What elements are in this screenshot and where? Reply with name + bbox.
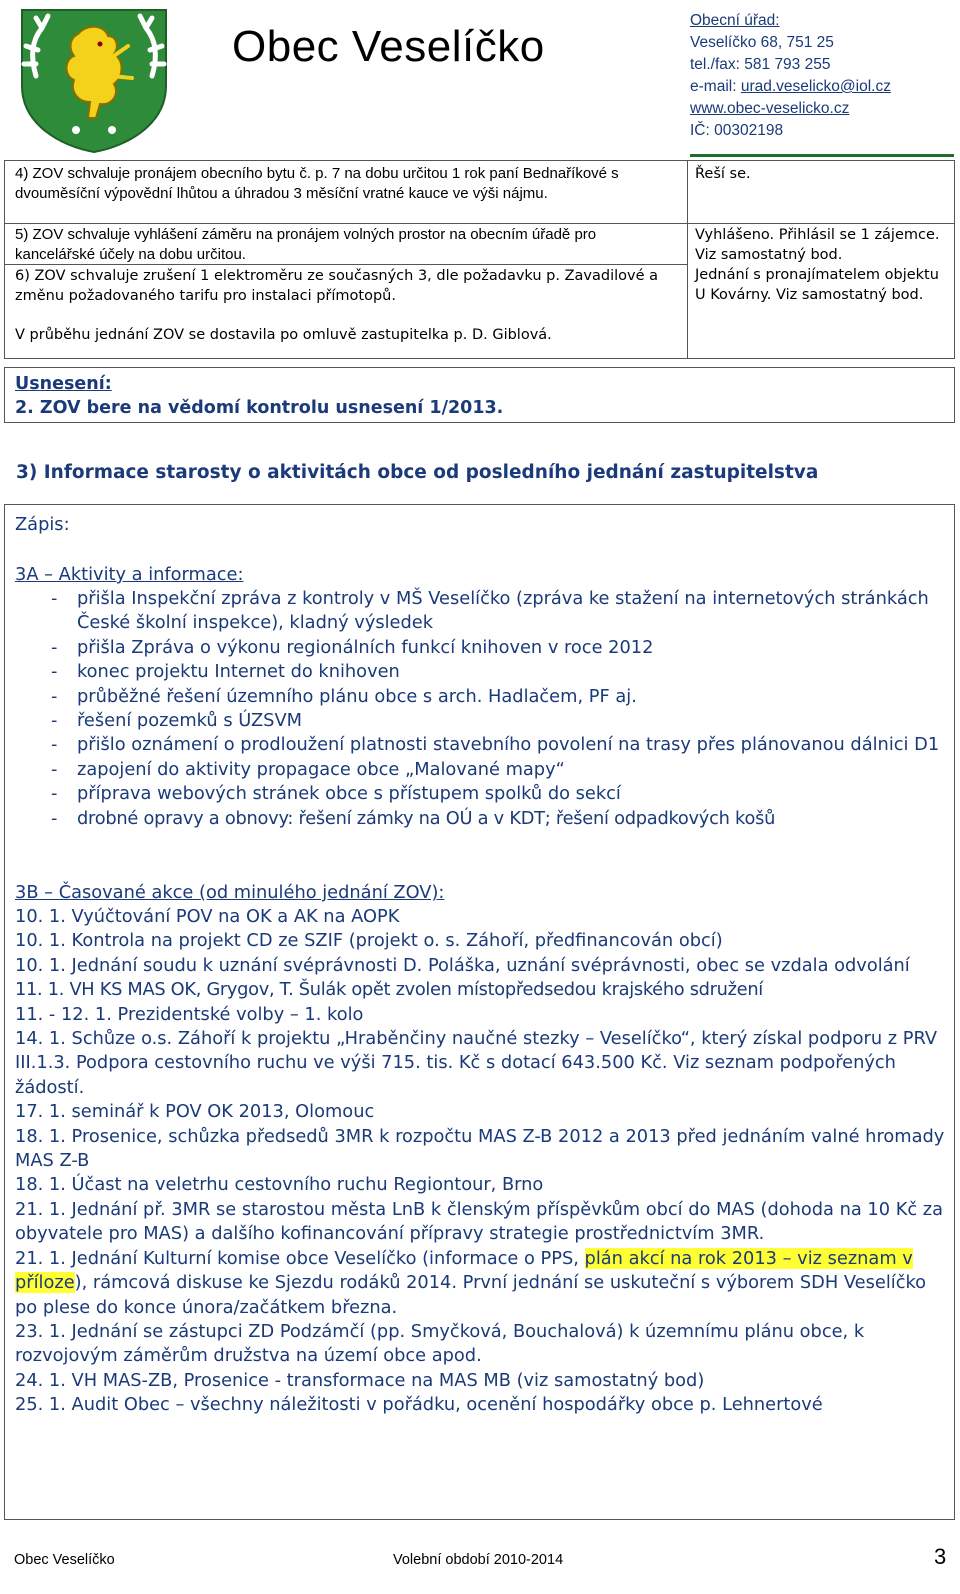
subsection-3a-heading: 3A – Aktivity a informace: bbox=[15, 564, 244, 585]
table-row-4-text: 4) ZOV schvaluje pronájem obecního bytu č. p. 7 na dobu určitou 1 rok paní Bednaříkové s dvouměsíční výpovědní lhůtou a úhradou 3 měsíční vratné kauce ve výši nájmu. bbox=[15, 165, 619, 202]
subsection-3b-heading: 3B – Časované akce (od minulého jednání ZOV): bbox=[15, 882, 445, 903]
minutes-label: Zápis: bbox=[15, 514, 70, 535]
page-number: 3 bbox=[934, 1544, 947, 1569]
office-contact bbox=[690, 10, 952, 146]
event-item: 14. 1. Schůze o.s. Záhoří k projektu „Hraběnčiny naučné stezky – Veselíčko“, který získal podporu z PRV III.1.3. Podpora cestovního ruchu ve výši 715. tis. Kč s dotací 643.500 Kč. Viz seznam podpořených žádostí. bbox=[15, 1028, 938, 1098]
footer-village: Obec Veselíčko bbox=[14, 1552, 115, 1568]
event-item: 21. 1. Jednání př. 3MR se starostou města LnB k členským příspěvkům obcí do MAS (dohoda na 10 Kč za obyvatele pro MAS) a dalšího kofinancování přípravy strategie prostřednictvím 3MR. bbox=[15, 1198, 944, 1245]
minutes-box bbox=[4, 504, 955, 1520]
office-web-link[interactable]: www.obec-veselicko.cz bbox=[690, 100, 850, 117]
event-item: 24. 1. VH MAS-ZB, Prosenice - transformace na MAS MB (viz samostatný bod) bbox=[15, 1369, 705, 1391]
row-divider bbox=[5, 223, 954, 224]
event-item: 10. 1. Jednání soudu k uznání svéprávnosti D. Poláška, uznání svéprávnosti, obec se vzdala odvolání bbox=[15, 954, 910, 976]
list-item: - příprava webových stránek obce s přístupem spolků do sekcí bbox=[15, 782, 945, 806]
event-item: 10. 1. Vyúčtování POV na OK a AK na AOPK bbox=[15, 906, 400, 927]
list-item: - přišla Zpráva o výkonu regionálních funkcí knihoven v roce 2012 bbox=[15, 636, 945, 660]
office-email-link[interactable]: urad.veselicko@iol.cz bbox=[740, 78, 891, 95]
table-row-6-text: 6) ZOV schvaluje zrušení 1 elektroměru ze současných 3, dle požadavku p. Zavadilové a změnu požadovaného tarifu pro instalaci přímotopů. bbox=[15, 268, 658, 304]
office-ico: IČ: 00302198 bbox=[690, 122, 784, 139]
event-item-culture-committee bbox=[15, 1247, 950, 1320]
village-crest-logo bbox=[16, 6, 172, 154]
office-phone: tel./fax: 581 793 255 bbox=[690, 56, 831, 73]
table-row-4-status: Řeší se. bbox=[695, 166, 751, 182]
event-text-before: 21. 1. Jednání Kulturní komise obce Veselíčko (informace o PPS, bbox=[15, 1247, 585, 1269]
event-item: 11. - 12. 1. Prezidentské volby – 1. kolo bbox=[15, 1003, 364, 1025]
event-item: 18. 1. Účast na veletrhu cestovního ruchu Regiontour, Brno bbox=[15, 1174, 544, 1196]
table-note: V průběhu jednání ZOV se dostavila po omluvě zastupitelka p. D. Giblová. bbox=[15, 327, 552, 343]
event-item: 18. 1. Prosenice, schůzka předsedů 3MR k rozpočtu MAS Z-B 2012 a 2013 před jednáním valné hromady MAS Z-B bbox=[15, 1125, 945, 1172]
list-item: - přišla Inspekční zpráva z kontroly v MŠ Veselíčko (zpráva ke stažení na internetových stránkách České školní inspekce), kladný výsledek bbox=[15, 587, 945, 636]
resolution-text: 2. ZOV bere na vědomí kontrolu usnesení 1/2013. bbox=[15, 398, 504, 418]
list-item: - průběžné řešení územního plánu obce s arch. Hadlačem, PF aj. bbox=[15, 685, 945, 709]
list-item: - konec projektu Internet do knihoven bbox=[15, 660, 945, 684]
resolution-label: Usnesení: bbox=[15, 374, 112, 394]
office-email-line bbox=[690, 76, 952, 98]
page-header bbox=[0, 0, 960, 162]
list-item: - zapojení do aktivity propagace obce „Malované mapy“ bbox=[15, 758, 945, 782]
resolution-box bbox=[4, 367, 955, 423]
list-item: - drobné opravy a obnovy: řešení zámky na OÚ a v KDT; řešení odpadkových košů bbox=[15, 807, 945, 831]
email-prefix: e-mail: bbox=[690, 78, 741, 95]
event-text-after: ), rámcová diskuse ke Sjezdu rodáků 2014. První jednání se uskuteční s výborem SDH Veselíčko po plese do konce února/začátkem března. bbox=[15, 1272, 927, 1318]
column-divider bbox=[687, 161, 688, 358]
event-item: 25. 1. Audit Obec – všechny náležitosti v pořádku, ocenění hospodářky obce p. Lehnertové bbox=[15, 1394, 823, 1416]
activities-list bbox=[15, 587, 945, 831]
event-item: 10. 1. Kontrola na projekt CD ze SZIF (projekt o. s. Záhoří, předfinancován obcí) bbox=[15, 930, 723, 952]
timed-events-list bbox=[15, 905, 950, 1418]
village-title: Obec Veselíčko bbox=[232, 22, 545, 71]
table-row-6-status: Jednání s pronajímatelem objektu U Kovárny. Viz samostatný bod. bbox=[695, 267, 939, 303]
event-item: 11. 1. VH KS MAS OK, Grygov, T. Šulák opět zvolen místopředsedou krajského sdružení bbox=[15, 979, 763, 1001]
list-item: - přišlo oznámení o prodloužení platnosti stavebního povolení na trasy přes plánovanou dálnici D1 bbox=[15, 733, 945, 757]
highlighted-text: plán akcí na rok 2013 – viz seznam v příloze bbox=[15, 1247, 913, 1294]
office-label: Obecní úřad: bbox=[690, 12, 780, 29]
event-item: 17. 1. seminář k POV OK 2013, Olomouc bbox=[15, 1101, 375, 1123]
row-divider bbox=[5, 264, 687, 265]
list-item: - řešení pozemků s ÚZSVM bbox=[15, 709, 945, 733]
section-3-heading: 3) Informace starosty o aktivitách obce od posledního jednání zastupitelstva bbox=[16, 462, 819, 483]
table-row-5-status: Vyhlášeno. Přihlásil se 1 zájemce. Viz samostatný bod. bbox=[695, 227, 940, 263]
page-footer bbox=[0, 1540, 960, 1594]
event-item: 23. 1. Jednání se zástupci ZD Podzámčí (pp. Smyčková, Bouchalová) k územnímu plánu obce, k rozvojovým záměrům družstva na území obce apod. bbox=[15, 1320, 865, 1367]
resolution-status-table bbox=[4, 160, 955, 359]
header-divider bbox=[690, 154, 954, 157]
office-address: Veselíčko 68, 751 25 bbox=[690, 34, 834, 51]
footer-term: Volební období 2010-2014 bbox=[393, 1552, 564, 1568]
table-row-5-text: 5) ZOV schvaluje vyhlášení záměru na pronájem volných prostor na obecním úřadě pro kancelářské účely na dobu určitou. bbox=[15, 226, 597, 263]
